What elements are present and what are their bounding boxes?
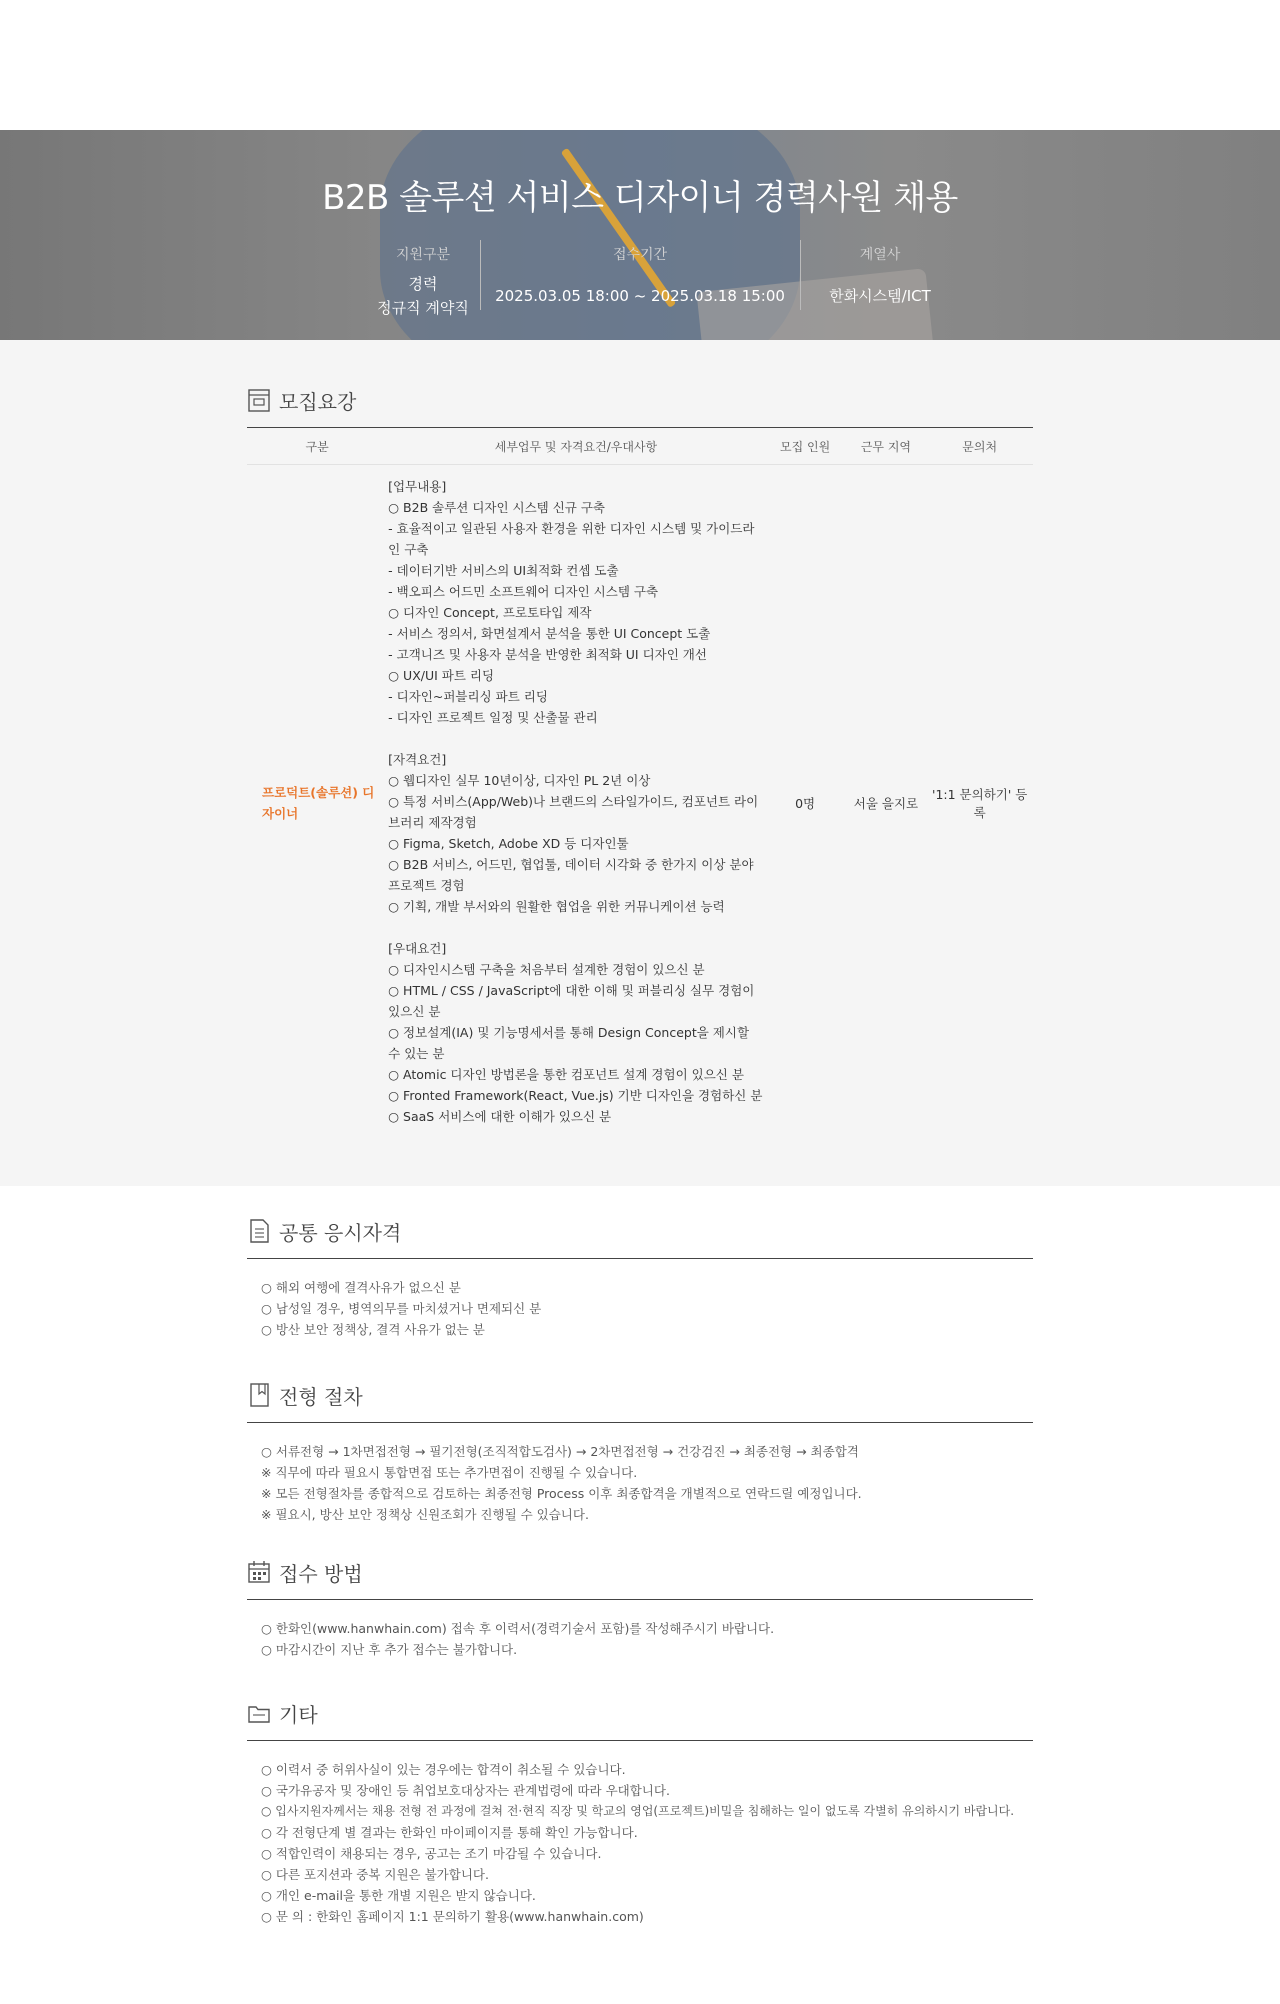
common-list: [247, 1259, 1033, 1340]
list-item: ○ 이력서 중 허위사실이 있는 경우에는 합격이 취소될 수 있습니다.: [261, 1762, 626, 1777]
location-cell: 서울 을지로: [853, 795, 919, 811]
list-item: ○ 입사지원자께서는 채용 전형 전 과정에 걸쳐 전·현직 직장 및 학교의 영업(프로젝트)비밀을 침해하는 일이 없도록 각별히 유의하시기 바랍니다.: [261, 1804, 1015, 1818]
duty-item: ○ 디자인 Concept, 프로토타입 제작: [388, 605, 592, 620]
notice-board-icon: [247, 387, 271, 413]
qual-item: ○ 웹디자인 실무 10년이상, 디자인 PL 2년 이상: [388, 773, 651, 788]
pref-item: ○ Atomic 디자인 방법론을 통한 컴포넌트 설계 경험이 있으신 분: [388, 1067, 744, 1082]
recruit-table: [247, 428, 1033, 1140]
support-type-label: 지원구분: [395, 247, 451, 263]
etc-title: 기타: [279, 1702, 318, 1727]
table-header-row: [247, 428, 1033, 465]
duty-item: - 효율적이고 일관된 사용자 환경을 위한 디자인 시스템 및 가이드라인 구축: [388, 521, 755, 557]
pref-item: ○ SaaS 서비스에 대한 이해가 있으신 분: [388, 1109, 612, 1124]
section-title: [247, 1698, 1033, 1728]
hero-banner: [0, 130, 1280, 340]
page-title: B2B 솔루션 서비스 디자이너 경력사원 채용: [322, 178, 958, 218]
duties-title: [업무내용]: [388, 479, 447, 494]
process-section: [247, 1380, 1033, 1525]
calendar-icon: [247, 1559, 271, 1585]
section-title: [247, 385, 1033, 415]
list-item: ※ 모든 전형절차를 종합적으로 검토하는 최종전형 Process 이후 최종합격을 개별적으로 연락드릴 예정입니다.: [261, 1486, 862, 1501]
duty-item: - 백오피스 어드민 소프트웨어 디자인 시스템 구축: [388, 584, 659, 599]
quals-title: [자격요건]: [388, 752, 447, 767]
prefs-title: [우대요건]: [388, 941, 447, 956]
duties-block: [388, 476, 764, 728]
list-item: ○ 남성일 경우, 병역의무를 마치셨거나 면제되신 분: [261, 1301, 542, 1316]
list-item: ○ 다른 포지션과 중복 지원은 불가합니다.: [261, 1867, 489, 1882]
pref-item: ○ HTML / CSS / JavaScript에 대한 이해 및 퍼블리싱 실무 경험이 있으신 분: [388, 983, 755, 1019]
support-type-value-2: 정규직 계약직: [377, 299, 469, 317]
support-type: [363, 244, 483, 320]
list-item: ○ 서류전형 → 1차면접전형 → 필기전형(조직적합도검사) → 2차면접전형 → 건강검진 → 최종전형 → 최종합격: [261, 1444, 859, 1459]
application-period-value: 2025.03.05 18:00 ~ 2025.03.18 15:00: [495, 287, 785, 305]
list-item: ○ 적합인력이 채용되는 경우, 공고는 조기 마감될 수 있습니다.: [261, 1846, 602, 1861]
list-item: ※ 직무에 따라 필요시 통합면접 또는 추가면접이 진행될 수 있습니다.: [261, 1465, 638, 1480]
document-icon: [247, 1218, 271, 1244]
application-period: [480, 244, 800, 308]
col-headcount: 모집 인원: [765, 428, 846, 465]
pref-item: ○ Fronted Framework(React, Vue.js) 기반 디자인을 경험하신 분: [388, 1088, 763, 1103]
duty-item: - 디자인 프로젝트 일정 및 산출물 관리: [388, 710, 598, 725]
category-value: 프로덕트(솔루션) 디자이너: [262, 784, 375, 821]
recruit-section-bg: [0, 340, 1280, 1186]
pref-item: ○ 디자인시스템 구축을 처음부터 설계한 경험이 있으신 분: [388, 962, 705, 977]
list-item: ○ 한화인(www.hanwhain.com) 접속 후 이력서(경력기술서 포함)를 작성해주시기 바랍니다.: [261, 1621, 775, 1636]
bookmark-icon: [247, 1382, 271, 1408]
recruit-title: 모집요강: [279, 389, 357, 414]
col-category: 구분: [247, 428, 387, 465]
col-contact: 문의처: [926, 428, 1033, 465]
affiliate: [800, 244, 960, 308]
preferences-block: [388, 938, 764, 1127]
col-location: 근무 지역: [846, 428, 927, 465]
common-title: 공통 응시자격: [279, 1220, 402, 1245]
contact-cell: '1:1 문의하기' 등록: [932, 786, 1028, 820]
etc-list: [247, 1741, 1033, 1927]
affiliate-label: 계열사: [859, 247, 901, 263]
category-cell: [247, 465, 387, 1141]
recruit-section: [247, 340, 1033, 1140]
col-details: 세부업무 및 자격요건/우대사항: [387, 428, 765, 465]
qual-item: ○ 기획, 개발 부서와의 원활한 협업을 위한 커뮤니케이션 능력: [388, 899, 725, 914]
affiliate-value: 한화시스템/ICT: [829, 287, 931, 305]
support-type-value-1: 경력: [408, 275, 438, 293]
list-item: ※ 필요시, 방산 보안 정책상 신원조회가 진행될 수 있습니다.: [261, 1507, 589, 1522]
apply-section: [247, 1557, 1033, 1660]
section-title: [247, 1380, 1033, 1410]
qual-item: ○ B2B 서비스, 어드민, 협업툴, 데이터 시각화 중 한가지 이상 분야 프로젝트 경험: [388, 857, 754, 893]
details-cell: [387, 465, 765, 1141]
etc-section: [247, 1698, 1033, 1927]
list-item: ○ 각 전형단계 별 결과는 한화인 마이페이지를 통해 확인 가능합니다.: [261, 1825, 638, 1840]
headcount-cell: 0명: [795, 795, 816, 811]
duty-item: - 고객니즈 및 사용자 분석을 반영한 최적화 UI 디자인 개선: [388, 647, 707, 662]
duty-item: ○ UX/UI 파트 리딩: [388, 668, 495, 683]
info-sections: [247, 1186, 1033, 1927]
process-title: 전형 절차: [279, 1384, 363, 1409]
details: [388, 466, 764, 1139]
list-item: ○ 문 의 : 한화인 홈페이지 1:1 문의하기 활용(www.hanwhain.com): [261, 1909, 644, 1924]
qualifications-block: [388, 749, 764, 917]
qual-item: ○ 특정 서비스(App/Web)나 브랜드의 스타일가이드, 컴포넌트 라이브러리 제작경험: [388, 794, 759, 830]
list-item: ○ 개인 e-mail을 통한 개별 지원은 받지 않습니다.: [261, 1888, 536, 1903]
section-title: [247, 1216, 1033, 1246]
qual-item: ○ Figma, Sketch, Adobe XD 등 디자인툴: [388, 836, 629, 851]
pref-item: ○ 정보설계(IA) 및 기능명세서를 통해 Design Concept을 제시할 수 있는 분: [388, 1025, 750, 1061]
duty-item: ○ B2B 솔루션 디자인 시스템 신규 구축: [388, 500, 605, 515]
list-item: ○ 해외 여행에 결격사유가 없으신 분: [261, 1280, 461, 1295]
application-period-label: 접수기간: [612, 247, 668, 263]
apply-title: 접수 방법: [279, 1561, 363, 1586]
list-item: ○ 방산 보안 정책상, 결격 사유가 없는 분: [261, 1322, 485, 1337]
folder-icon: [247, 1700, 271, 1726]
duty-item: - 서비스 정의서, 화면설계서 분석을 통한 UI Concept 도출: [388, 626, 711, 641]
process-list: [247, 1423, 1033, 1525]
apply-list: [247, 1600, 1033, 1660]
list-item: ○ 국가유공자 및 장애인 등 취업보호대상자는 관계법령에 따라 우대합니다.: [261, 1783, 670, 1798]
table-row: [247, 465, 1033, 1141]
common-qualification-section: [247, 1216, 1033, 1340]
top-header-space: [0, 0, 1280, 130]
section-title: [247, 1557, 1033, 1587]
duty-item: - 데이터기반 서비스의 UI최적화 컨셉 도출: [388, 563, 619, 578]
duty-item: - 디자인~퍼블리싱 파트 리딩: [388, 689, 548, 704]
list-item: ○ 마감시간이 지난 후 추가 접수는 불가합니다.: [261, 1642, 518, 1657]
